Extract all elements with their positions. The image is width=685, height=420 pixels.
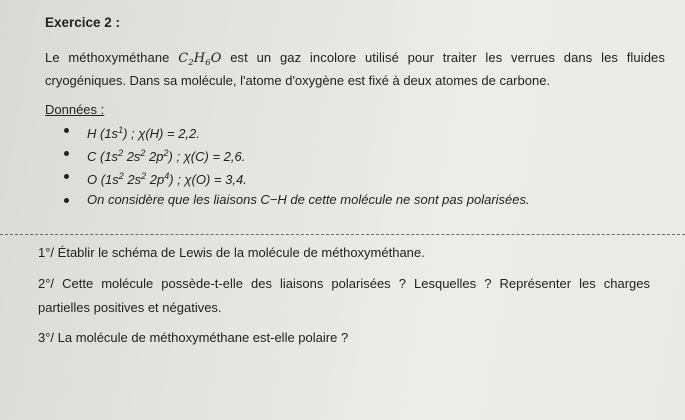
exercise-title: Exercice 2 : xyxy=(45,15,121,30)
intro-line-2: cryogéniques. Dans sa molécule, l'atome d'oxygène est fixé à deux atomes de carbone. xyxy=(45,73,551,88)
question-3-number: 3°/ xyxy=(38,330,55,345)
intro-text-b: est un gaz incolore utilisé pour traiter les verrues dans les fluides xyxy=(230,50,665,65)
donnees-heading: Données : xyxy=(45,102,105,117)
bullet-icon xyxy=(64,128,69,133)
data-item-note: On considère que les liaisons C−H de cette molécule ne sont pas polarisées. xyxy=(87,192,530,207)
question-1-text: Établir le schéma de Lewis de la molécule de méthoxyméthane. xyxy=(57,245,425,260)
bullet-icon xyxy=(64,151,69,156)
intro-line-1 xyxy=(45,50,665,71)
question-2 xyxy=(38,276,650,292)
question-2-number: 2°/ xyxy=(38,276,55,291)
question-3 xyxy=(38,330,348,346)
separator-line xyxy=(0,234,685,235)
question-1 xyxy=(38,245,425,261)
data-item-h: H $(1s^1)$ ; χ(H) = 2,2. xyxy=(87,125,200,141)
question-1-number: 1°/ xyxy=(38,245,55,260)
data-item-o: O ($1s^2$ $2s^2$ $2p^4$) ; χ(O) = 3,4. xyxy=(87,171,247,187)
data-item-c: C ($1s^2$ $2s^2$ $2p^2$) ; χ(C) = 2,6. xyxy=(87,148,246,164)
question-2-text: Cette molécule possède-t-elle des liaisons polarisées ? Lesquelles ? Représenter les charges xyxy=(62,276,650,291)
formula: $C_2H_6O$ xyxy=(178,51,222,68)
intro-text-a: Le méthoxyméthane xyxy=(45,50,170,65)
bullet-icon xyxy=(64,174,69,179)
question-3-text: La molécule de méthoxyméthane est-elle polaire ? xyxy=(57,330,349,345)
bullet-icon xyxy=(64,198,69,203)
question-2-continued: partielles positives et négatives. xyxy=(38,300,222,315)
